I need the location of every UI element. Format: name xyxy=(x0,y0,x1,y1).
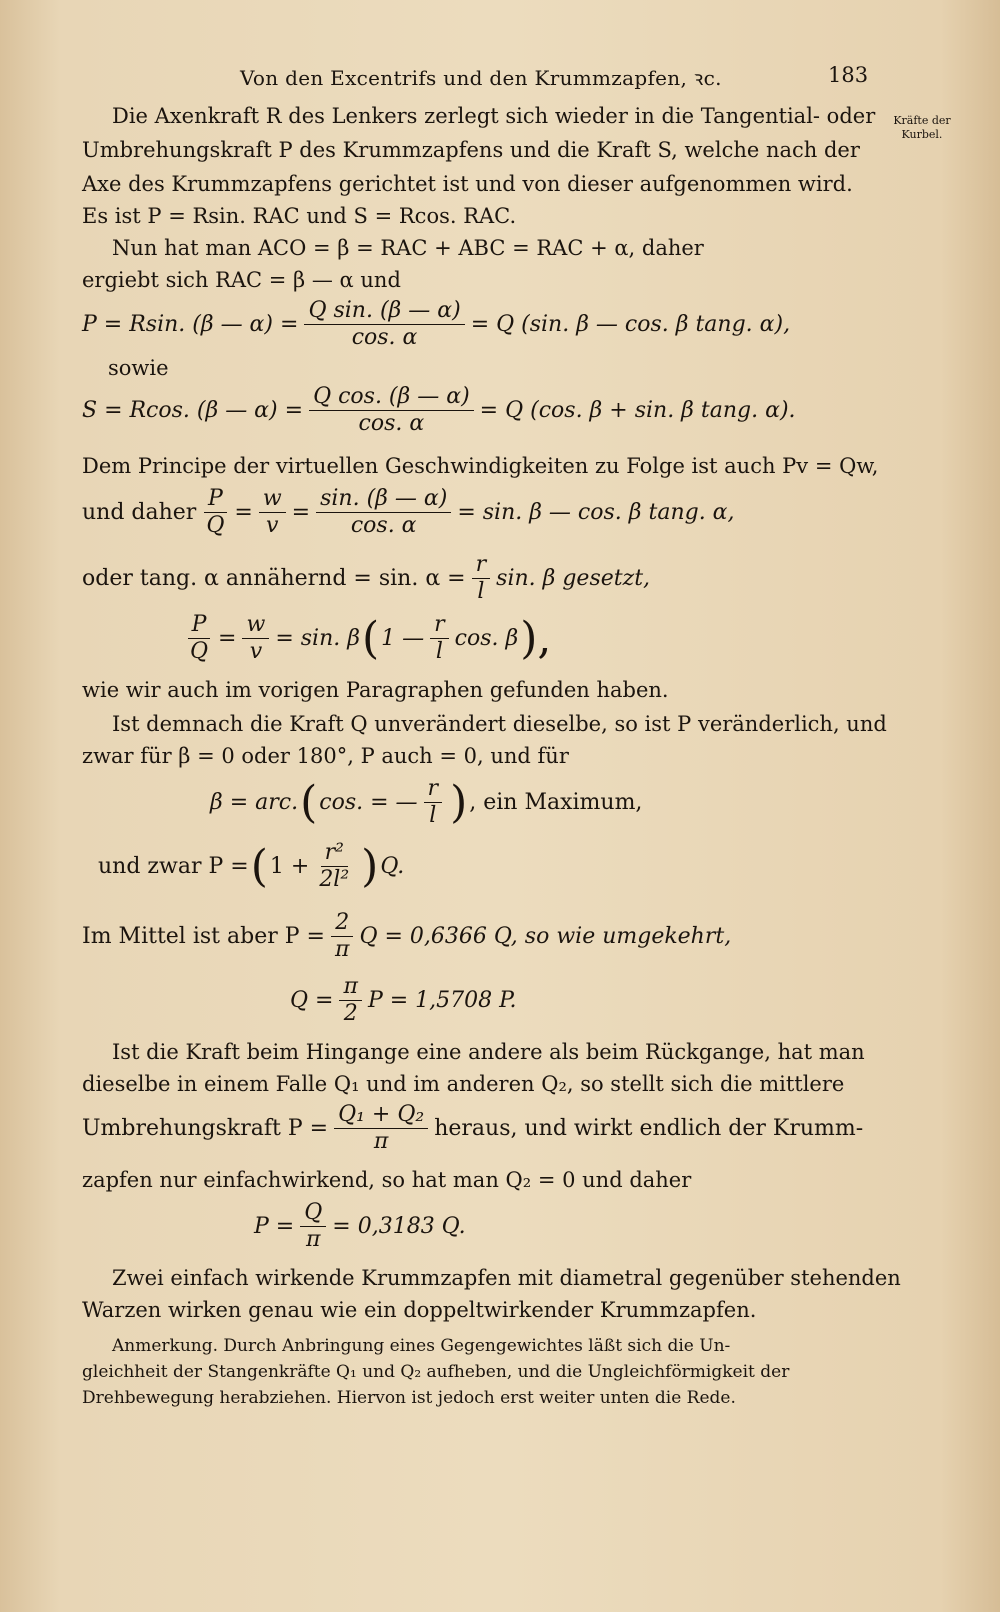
eq-lhs: β = arc. xyxy=(210,790,299,815)
text-line: Es ist P = Rsin. RAC und S = Rcos. RAC. xyxy=(82,204,517,228)
fraction-denominator: l xyxy=(435,639,443,664)
fraction-denominator: Q xyxy=(190,639,209,664)
fraction-numerator: sin. (β — α) xyxy=(316,486,451,513)
fraction-numerator: w xyxy=(259,486,286,513)
fraction xyxy=(202,486,228,539)
eq-lead: oder tang. α annähernd = sin. α = xyxy=(82,566,466,591)
eq-lhs: P = xyxy=(254,1214,295,1239)
equation-mean xyxy=(82,910,731,963)
equation-single xyxy=(254,1200,466,1253)
equation-p xyxy=(82,298,790,351)
eq-rhs: = 0,3183 Q. xyxy=(332,1214,466,1239)
fraction-denominator: cos. α xyxy=(358,411,425,436)
eq-lhs: Q = xyxy=(290,988,334,1013)
text-line: Ist demnach die Kraft Q unverändert dieselbe, so ist P veränderlich, und xyxy=(112,712,887,736)
fraction-numerator: w xyxy=(242,612,269,639)
fraction-denominator: l xyxy=(477,579,485,604)
equation-maximum xyxy=(210,776,642,829)
fraction-numerator: Q xyxy=(300,1200,326,1227)
eq-rhs: Q = 0,6366 Q, so wie umgekehrt, xyxy=(359,924,732,949)
fraction-numerator: 2 xyxy=(331,910,353,937)
text-line: zapfen nur einfachwirkend, so hat man Q₂ = 0 und daher xyxy=(82,1168,692,1192)
fraction-numerator: P xyxy=(188,612,211,639)
eq-inner: 1 + xyxy=(269,854,310,879)
fraction xyxy=(424,776,443,829)
fraction xyxy=(242,612,269,665)
fraction-numerator: r xyxy=(424,776,443,803)
fraction xyxy=(304,298,464,351)
running-header: Von den Excentrifs und den Krummzapfen, ꝛc. xyxy=(240,66,722,90)
text-line: ergiebt sich RAC = β — α und xyxy=(82,268,401,292)
fraction xyxy=(472,552,491,605)
paren-open: ( xyxy=(300,776,318,828)
eq-rhs: heraus, und wirkt endlich der Krumm- xyxy=(434,1116,864,1141)
equation-s xyxy=(82,384,796,437)
eq-rhs: = sin. β — cos. β tang. α, xyxy=(457,500,735,525)
paren-close: ) xyxy=(361,840,379,892)
fraction-numerator: r xyxy=(472,552,491,579)
fraction-denominator: v xyxy=(249,639,263,664)
equation-mean-force xyxy=(82,1102,863,1155)
eq-rhs: = Q (cos. β + sin. β tang. α). xyxy=(479,398,796,423)
fraction-numerator: r xyxy=(430,612,449,639)
fraction-numerator: P xyxy=(204,486,227,513)
eq-rhs: = Q (sin. β — cos. β tang. α), xyxy=(470,312,791,337)
paren-open: ( xyxy=(361,612,380,664)
paren-close: ), xyxy=(520,612,552,664)
fraction xyxy=(300,1200,326,1253)
fraction xyxy=(334,1102,428,1155)
footnote-line: Anmerkung. Durch Anbringung eines Gegengewichtes läßt sich die Un- xyxy=(112,1336,731,1356)
fraction-denominator: l xyxy=(429,803,437,828)
fraction-denominator: π xyxy=(306,1227,321,1252)
text-line: Die Axenkraft R des Lenkers zerlegt sich wieder in die Tangential- oder xyxy=(112,104,876,128)
fraction-denominator: 2 xyxy=(343,1001,358,1026)
eq-sign: = xyxy=(234,500,253,525)
equation-p-max xyxy=(98,840,404,893)
fraction-denominator: cos. α xyxy=(350,513,417,538)
eq-sign: = xyxy=(291,500,311,525)
eq-inner: 1 — xyxy=(381,626,425,651)
eq-lhs: P = Rsin. (β — α) = xyxy=(82,312,299,337)
eq-lead: und daher xyxy=(82,500,197,525)
fraction xyxy=(316,486,451,539)
eq-rhs: , ein Maximum, xyxy=(469,790,643,815)
text-line: Nun hat man ACO = β = RAC + ABC = RAC + α, daher xyxy=(112,236,704,260)
text-line: Dem Principe der virtuellen Geschwindigkeiten zu Folge ist auch Pv = Qw, xyxy=(82,454,879,478)
equation-result xyxy=(180,612,553,665)
fraction xyxy=(315,840,353,893)
fraction xyxy=(259,486,286,539)
fraction xyxy=(331,910,353,963)
eq-rhs: P = 1,5708 P. xyxy=(367,988,517,1013)
eq-lead: und zwar P = xyxy=(98,854,249,879)
text-line: Ist die Kraft beim Hingange eine andere als beim Rückgange, hat man xyxy=(112,1040,865,1064)
footnote-line: gleichheit der Stangenkräfte Q₁ und Q₂ aufheben, und die Ungleichförmigkeit der xyxy=(82,1362,790,1382)
fraction-numerator: Q sin. (β — α) xyxy=(304,298,464,325)
eq-inner: cos. = — xyxy=(319,790,418,815)
text-line: Zwei einfach wirkende Krummzapfen mit diametral gegenüber stehenden xyxy=(112,1266,901,1290)
text-line: dieselbe in einem Falle Q₁ und im anderen Q₂, so stellt sich die mittlere xyxy=(82,1072,845,1096)
text-line: sowie xyxy=(108,356,169,380)
equation-inverse xyxy=(290,974,516,1027)
eq-lhs: S = Rcos. (β — α) = xyxy=(82,398,304,423)
text-line: Umbrehungskraft P des Krummzapfens und die Kraft S, welche nach der xyxy=(82,138,860,162)
fraction-denominator: π xyxy=(334,937,350,962)
eq-inner: cos. β xyxy=(454,626,519,651)
fraction-numerator: Q cos. (β — α) xyxy=(309,384,474,411)
fraction-numerator: Q₁ + Q₂ xyxy=(334,1102,428,1129)
equation-ratio xyxy=(82,486,735,539)
fraction-denominator: Q xyxy=(206,513,225,538)
footnote-line: Drehbewegung herabziehen. Hiervon ist jedoch erst weiter unten die Rede. xyxy=(82,1388,736,1408)
text-line: zwar für β = 0 oder 180°, P auch = 0, und für xyxy=(82,744,569,768)
eq-sign: = xyxy=(218,626,237,651)
paren-close: ) xyxy=(450,776,468,828)
fraction-denominator: 2l² xyxy=(319,867,350,892)
fraction-numerator: r² xyxy=(321,840,348,867)
margin-note: Kräfte der Kurbel. xyxy=(893,114,951,141)
fraction xyxy=(186,612,212,665)
page-number: 183 xyxy=(828,63,869,87)
fraction-denominator: cos. α xyxy=(351,325,418,350)
paren-open: ( xyxy=(250,840,268,892)
eq-rhs: Q. xyxy=(380,854,405,879)
eq-lead: Umbrehungskraft P = xyxy=(82,1116,329,1141)
eq-mid: = sin. β xyxy=(275,626,360,651)
fraction-numerator: π xyxy=(339,974,361,1001)
fraction-denominator: π xyxy=(373,1129,389,1154)
text-line: wie wir auch im vorigen Paragraphen gefunden haben. xyxy=(82,678,669,702)
text-line: Axe des Krummzapfens gerichtet ist und von dieser aufgenommen wird. xyxy=(82,172,853,196)
fraction xyxy=(430,612,449,665)
fraction xyxy=(339,974,361,1027)
fraction xyxy=(309,384,474,437)
equation-approx xyxy=(82,552,650,605)
text-line: Warzen wirken genau wie ein doppeltwirkender Krummzapfen. xyxy=(82,1298,757,1322)
eq-lead: Im Mittel ist aber P = xyxy=(82,924,325,949)
eq-rhs: sin. β gesetzt, xyxy=(496,566,651,591)
fraction-denominator: v xyxy=(266,513,279,538)
